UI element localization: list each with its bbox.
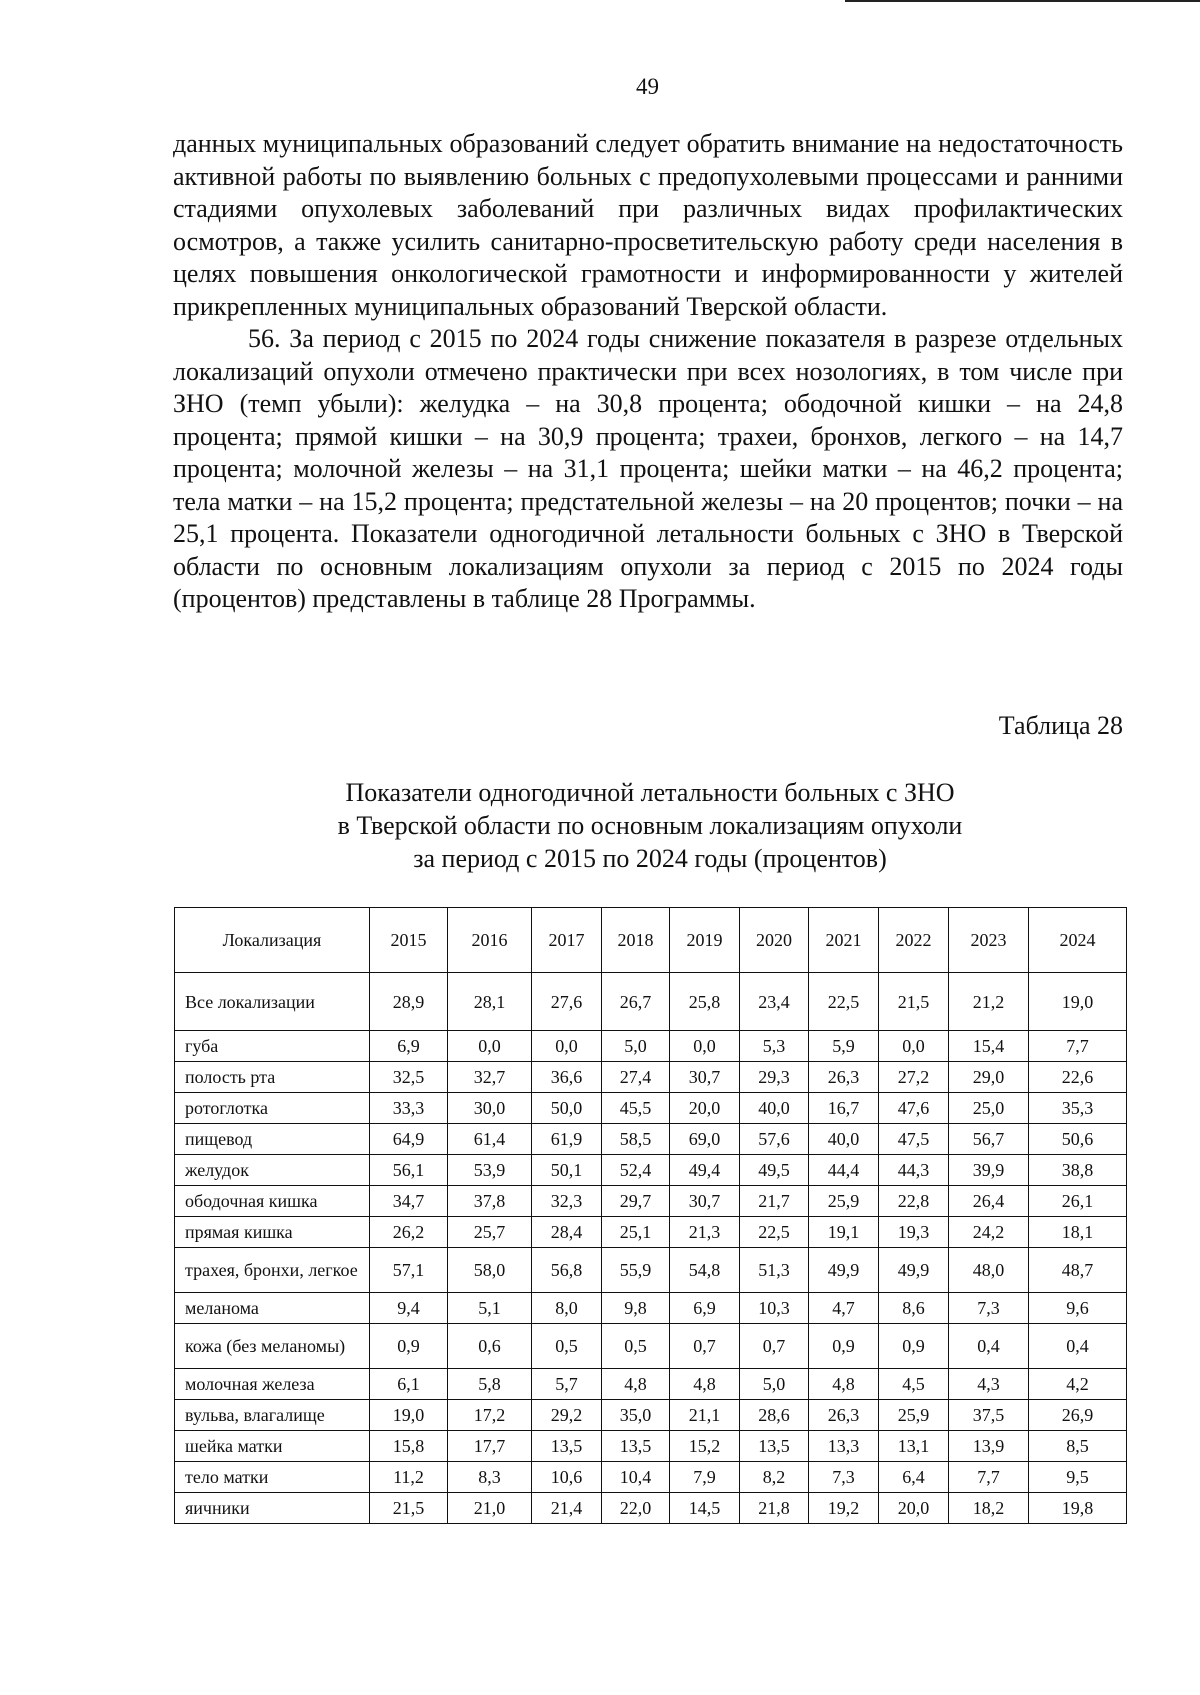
value-cell: 26,4 [949, 1186, 1029, 1217]
value-cell: 20,0 [879, 1493, 949, 1524]
value-cell: 21,5 [370, 1493, 448, 1524]
value-cell: 4,8 [670, 1369, 740, 1400]
value-cell: 58,0 [448, 1248, 532, 1293]
value-cell: 40,0 [740, 1093, 809, 1124]
value-cell: 9,6 [1029, 1293, 1127, 1324]
value-cell: 10,6 [532, 1462, 602, 1493]
value-cell: 61,9 [532, 1124, 602, 1155]
value-cell: 49,5 [740, 1155, 809, 1186]
value-cell: 13,5 [602, 1431, 670, 1462]
value-cell: 0,9 [809, 1324, 879, 1369]
value-cell: 0,9 [370, 1324, 448, 1369]
value-cell: 21,5 [879, 973, 949, 1031]
value-cell: 26,3 [809, 1062, 879, 1093]
value-cell: 37,8 [448, 1186, 532, 1217]
table-row [175, 1031, 1127, 1062]
value-cell: 17,7 [448, 1431, 532, 1462]
value-cell: 56,7 [949, 1124, 1029, 1155]
value-cell: 8,3 [448, 1462, 532, 1493]
value-cell: 39,9 [949, 1155, 1029, 1186]
value-cell: 22,6 [1029, 1062, 1127, 1093]
value-cell: 5,7 [532, 1369, 602, 1400]
table-title-line-2: в Тверской области по основным локализациям опухоли [337, 811, 963, 840]
value-cell: 47,5 [879, 1124, 949, 1155]
header-year: 2021 [809, 908, 879, 973]
value-cell: 15,4 [949, 1031, 1029, 1062]
table-row [175, 1155, 1127, 1186]
value-cell: 0,0 [532, 1031, 602, 1062]
value-cell: 44,3 [879, 1155, 949, 1186]
value-cell: 0,4 [949, 1324, 1029, 1369]
value-cell: 21,1 [670, 1400, 740, 1431]
value-cell: 38,8 [1029, 1155, 1127, 1186]
value-cell: 25,9 [809, 1186, 879, 1217]
value-cell: 53,9 [448, 1155, 532, 1186]
value-cell: 19,2 [809, 1493, 879, 1524]
value-cell: 6,9 [370, 1031, 448, 1062]
localization-cell: ободочная кишка [175, 1186, 370, 1217]
value-cell: 25,7 [448, 1217, 532, 1248]
header-year: 2023 [949, 908, 1029, 973]
value-cell: 19,0 [370, 1400, 448, 1431]
localization-cell: Все локализации [175, 973, 370, 1031]
value-cell: 18,2 [949, 1493, 1029, 1524]
page-edge-line [845, 0, 1200, 2]
value-cell: 48,7 [1029, 1248, 1127, 1293]
value-cell: 6,9 [670, 1293, 740, 1324]
value-cell: 7,7 [949, 1462, 1029, 1493]
value-cell: 4,2 [1029, 1369, 1127, 1400]
header-year: 2016 [448, 908, 532, 973]
value-cell: 10,4 [602, 1462, 670, 1493]
value-cell: 21,0 [448, 1493, 532, 1524]
value-cell: 45,5 [602, 1093, 670, 1124]
value-cell: 27,2 [879, 1062, 949, 1093]
table-header [175, 908, 1127, 973]
value-cell: 25,1 [602, 1217, 670, 1248]
table-row [175, 1248, 1127, 1293]
value-cell: 22,8 [879, 1186, 949, 1217]
value-cell: 13,1 [879, 1431, 949, 1462]
value-cell: 5,8 [448, 1369, 532, 1400]
value-cell: 5,1 [448, 1293, 532, 1324]
value-cell: 56,8 [532, 1248, 602, 1293]
value-cell: 28,4 [532, 1217, 602, 1248]
localization-cell: меланома [175, 1293, 370, 1324]
value-cell: 7,7 [1029, 1031, 1127, 1062]
localization-cell: молочная железа [175, 1369, 370, 1400]
value-cell: 25,8 [670, 973, 740, 1031]
value-cell: 50,0 [532, 1093, 602, 1124]
value-cell: 13,9 [949, 1431, 1029, 1462]
value-cell: 49,4 [670, 1155, 740, 1186]
localization-cell: пищевод [175, 1124, 370, 1155]
table-row [175, 1324, 1127, 1369]
value-cell: 0,5 [532, 1324, 602, 1369]
table-row [175, 1400, 1127, 1431]
table-row [175, 1293, 1127, 1324]
value-cell: 44,4 [809, 1155, 879, 1186]
value-cell: 13,5 [532, 1431, 602, 1462]
value-cell: 13,3 [809, 1431, 879, 1462]
header-year: 2024 [1029, 908, 1127, 973]
localization-cell: шейка матки [175, 1431, 370, 1462]
header-year: 2018 [602, 908, 670, 973]
value-cell: 7,9 [670, 1462, 740, 1493]
value-cell: 32,7 [448, 1062, 532, 1093]
value-cell: 13,5 [740, 1431, 809, 1462]
paragraph-56: 56. За период с 2015 по 2024 годы снижение показателя в разрезе отдельных локализаций опухоли отмечено практически при всех нозологиях, в том числе при ЗНО (темп убыли): желудка – на 30,8 процента; ободочной кишки – на 24,8 процента; прямой кишки – на 30,9 процента; трахеи, бронхов, легкого – на 14,7 процента; молочной железы – на 31,1 процента; шейки матки – на 46,2 процента; тела матки – на 15,2 процента; предстательной железы – на 20 процентов; почки – на 25,1 процента. Показатели одногодичной летальности больных с ЗНО в Тверской области по основным локализациям опухоли за период с 2015 по 2024 годы (процентов) представлены в таблице 28 Программы. [173, 324, 1123, 613]
value-cell: 21,3 [670, 1217, 740, 1248]
body-text [173, 128, 1123, 616]
table-body [175, 973, 1127, 1524]
header-year: 2019 [670, 908, 740, 973]
value-cell: 27,4 [602, 1062, 670, 1093]
value-cell: 30,7 [670, 1186, 740, 1217]
value-cell: 33,3 [370, 1093, 448, 1124]
page-number: 49 [636, 74, 659, 99]
value-cell: 4,7 [809, 1293, 879, 1324]
value-cell: 57,1 [370, 1248, 448, 1293]
value-cell: 35,3 [1029, 1093, 1127, 1124]
table-row [175, 1062, 1127, 1093]
table-title-line-3: за период с 2015 по 2024 годы (процентов) [413, 844, 887, 873]
value-cell: 50,6 [1029, 1124, 1127, 1155]
table-row [175, 1369, 1127, 1400]
value-cell: 21,2 [949, 973, 1029, 1031]
value-cell: 22,0 [602, 1493, 670, 1524]
value-cell: 29,0 [949, 1062, 1029, 1093]
value-cell: 14,5 [670, 1493, 740, 1524]
value-cell: 5,9 [809, 1031, 879, 1062]
table-row [175, 973, 1127, 1031]
value-cell: 23,4 [740, 973, 809, 1031]
value-cell: 0,5 [602, 1324, 670, 1369]
localization-cell: яичники [175, 1493, 370, 1524]
value-cell: 30,0 [448, 1093, 532, 1124]
value-cell: 8,5 [1029, 1431, 1127, 1462]
table-row [175, 1493, 1127, 1524]
value-cell: 50,1 [532, 1155, 602, 1186]
value-cell: 15,2 [670, 1431, 740, 1462]
value-cell: 49,9 [809, 1248, 879, 1293]
header-localization: Локализация [175, 908, 370, 973]
table-row [175, 1462, 1127, 1493]
value-cell: 5,0 [602, 1031, 670, 1062]
value-cell: 32,3 [532, 1186, 602, 1217]
header-year: 2022 [879, 908, 949, 973]
value-cell: 28,1 [448, 973, 532, 1031]
value-cell: 64,9 [370, 1124, 448, 1155]
value-cell: 20,0 [670, 1093, 740, 1124]
table-row [175, 1186, 1127, 1217]
value-cell: 26,1 [1029, 1186, 1127, 1217]
value-cell: 40,0 [809, 1124, 879, 1155]
value-cell: 52,4 [602, 1155, 670, 1186]
localization-cell: кожа (без меланомы) [175, 1324, 370, 1369]
localization-cell: тело матки [175, 1462, 370, 1493]
value-cell: 26,2 [370, 1217, 448, 1248]
value-cell: 61,4 [448, 1124, 532, 1155]
localization-cell: полость рта [175, 1062, 370, 1093]
value-cell: 49,9 [879, 1248, 949, 1293]
localization-cell: вульва, влагалище [175, 1400, 370, 1431]
value-cell: 56,1 [370, 1155, 448, 1186]
value-cell: 25,0 [949, 1093, 1029, 1124]
value-cell: 58,5 [602, 1124, 670, 1155]
value-cell: 22,5 [809, 973, 879, 1031]
value-cell: 4,8 [602, 1369, 670, 1400]
value-cell: 16,7 [809, 1093, 879, 1124]
table-row [175, 1217, 1127, 1248]
paragraph-continuation: данных муниципальных образований следует обратить внимание на недостаточность активной работы по выявлению больных с предопухолевыми процессами и ранними стадиями опухолевых заболеваний при различных видах профилактических осмотров, а также усилить санитарно-просветительскую работу среди населения в целях повышения онкологической грамотности и информированности у жителей прикрепленных муниципальных образований Тверской области. [173, 129, 1123, 321]
value-cell: 19,0 [1029, 973, 1127, 1031]
value-cell: 30,7 [670, 1062, 740, 1093]
value-cell: 26,3 [809, 1400, 879, 1431]
value-cell: 11,2 [370, 1462, 448, 1493]
value-cell: 21,8 [740, 1493, 809, 1524]
value-cell: 0,7 [670, 1324, 740, 1369]
value-cell: 22,5 [740, 1217, 809, 1248]
value-cell: 4,5 [879, 1369, 949, 1400]
value-cell: 6,4 [879, 1462, 949, 1493]
value-cell: 19,3 [879, 1217, 949, 1248]
value-cell: 0,6 [448, 1324, 532, 1369]
value-cell: 29,3 [740, 1062, 809, 1093]
value-cell: 29,2 [532, 1400, 602, 1431]
table-header-row [175, 908, 1127, 973]
value-cell: 19,8 [1029, 1493, 1127, 1524]
value-cell: 7,3 [949, 1293, 1029, 1324]
value-cell: 28,6 [740, 1400, 809, 1431]
header-year: 2017 [532, 908, 602, 973]
value-cell: 0,9 [879, 1324, 949, 1369]
value-cell: 37,5 [949, 1400, 1029, 1431]
value-cell: 21,4 [532, 1493, 602, 1524]
value-cell: 0,0 [448, 1031, 532, 1062]
value-cell: 21,7 [740, 1186, 809, 1217]
localization-cell: желудок [175, 1155, 370, 1186]
value-cell: 9,8 [602, 1293, 670, 1324]
value-cell: 8,2 [740, 1462, 809, 1493]
value-cell: 18,1 [1029, 1217, 1127, 1248]
value-cell: 5,0 [740, 1369, 809, 1400]
value-cell: 17,2 [448, 1400, 532, 1431]
table-label: Таблица 28 [998, 711, 1123, 740]
header-year: 2020 [740, 908, 809, 973]
value-cell: 47,6 [879, 1093, 949, 1124]
value-cell: 4,3 [949, 1369, 1029, 1400]
value-cell: 54,8 [670, 1248, 740, 1293]
value-cell: 36,6 [532, 1062, 602, 1093]
value-cell: 27,6 [532, 973, 602, 1031]
value-cell: 25,9 [879, 1400, 949, 1431]
value-cell: 24,2 [949, 1217, 1029, 1248]
value-cell: 19,1 [809, 1217, 879, 1248]
value-cell: 32,5 [370, 1062, 448, 1093]
value-cell: 0,0 [879, 1031, 949, 1062]
value-cell: 10,3 [740, 1293, 809, 1324]
value-cell: 8,0 [532, 1293, 602, 1324]
value-cell: 35,0 [602, 1400, 670, 1431]
table-title-line-1: Показатели одногодичной летальности больных с ЗНО [345, 778, 955, 807]
value-cell: 26,9 [1029, 1400, 1127, 1431]
table-row [175, 1431, 1127, 1462]
value-cell: 6,1 [370, 1369, 448, 1400]
value-cell: 9,4 [370, 1293, 448, 1324]
value-cell: 0,4 [1029, 1324, 1127, 1369]
value-cell: 69,0 [670, 1124, 740, 1155]
table-row [175, 1124, 1127, 1155]
header-year: 2015 [370, 908, 448, 973]
localization-cell: прямая кишка [175, 1217, 370, 1248]
localization-cell: трахея, бронхи, легкое [175, 1248, 370, 1293]
value-cell: 57,6 [740, 1124, 809, 1155]
value-cell: 0,0 [670, 1031, 740, 1062]
value-cell: 15,8 [370, 1431, 448, 1462]
value-cell: 48,0 [949, 1248, 1029, 1293]
localization-cell: ротоглотка [175, 1093, 370, 1124]
value-cell: 8,6 [879, 1293, 949, 1324]
table-row [175, 1093, 1127, 1124]
localization-cell: губа [175, 1031, 370, 1062]
value-cell: 55,9 [602, 1248, 670, 1293]
value-cell: 51,3 [740, 1248, 809, 1293]
value-cell: 29,7 [602, 1186, 670, 1217]
value-cell: 26,7 [602, 973, 670, 1031]
mortality-table [174, 907, 1127, 1524]
value-cell: 34,7 [370, 1186, 448, 1217]
value-cell: 5,3 [740, 1031, 809, 1062]
value-cell: 7,3 [809, 1462, 879, 1493]
value-cell: 0,7 [740, 1324, 809, 1369]
table-title [280, 776, 1020, 875]
value-cell: 28,9 [370, 973, 448, 1031]
value-cell: 9,5 [1029, 1462, 1127, 1493]
value-cell: 4,8 [809, 1369, 879, 1400]
